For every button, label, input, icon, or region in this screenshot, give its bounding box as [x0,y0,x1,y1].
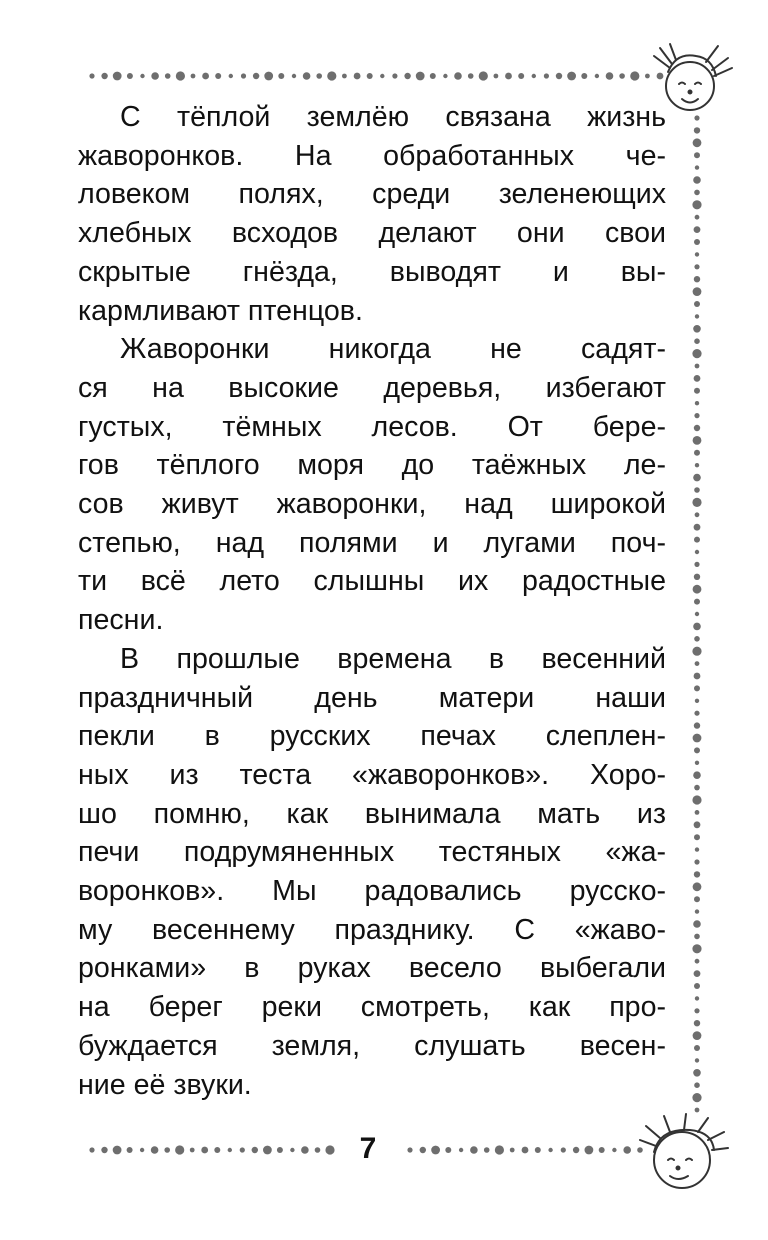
border-dot [606,72,614,80]
border-dot [278,73,284,79]
border-dot [431,1146,440,1155]
border-dot [113,1146,122,1155]
border-dot [695,909,699,913]
border-dot [315,1147,321,1153]
border-dot [277,1147,283,1153]
border-dot [548,1148,552,1152]
text-line: ти всё лето слышны их радостные [78,565,666,598]
border-dot [694,722,700,728]
border-dot [694,934,700,940]
border-dot [692,498,701,507]
border-dot [151,1146,159,1154]
border-dot [619,73,625,79]
border-dot [694,152,700,158]
text-line: ловеком полях, среди зеленеющих [78,178,666,211]
border-dot [581,73,587,79]
border-dot [263,1146,272,1155]
text-line: кармливают птенцов. [78,294,363,327]
border-dot [367,73,373,79]
border-dot [692,647,701,656]
border-dot [164,1147,170,1153]
border-dot [694,537,700,543]
text-line: С тёплой землёю связана жизнь [120,101,666,133]
border-dot [695,699,699,703]
border-dot [694,127,700,133]
text-line: хлебных всходов делают они свои [78,217,666,250]
text-line: ся на высокие деревья, избегают [78,371,666,404]
border-dot [694,413,699,418]
border-dot [567,72,576,81]
border-dot [692,944,701,953]
border-dot [494,74,499,79]
border-dot [694,685,700,691]
paragraph [78,640,666,1104]
border-dot [495,1145,504,1154]
border-dot [695,996,699,1000]
article-text [78,98,666,1104]
border-dot [693,1069,701,1077]
border-dot [695,761,699,765]
text-line: скрытые гнёзда, выводят и вы- [78,255,666,288]
border-dot [694,834,700,840]
border-dot [694,574,700,580]
border-dot [264,72,273,81]
border-dot [522,1147,529,1154]
border-dot [657,73,664,80]
border-dot [694,785,700,791]
border-dot [599,1147,605,1153]
border-dot [342,74,347,79]
border-dot [612,1148,616,1152]
border-dot [201,1147,208,1154]
border-dot [693,436,702,445]
text-line: Жаворонки никогда не садят- [120,333,666,366]
border-dot [459,1148,463,1152]
border-dot [392,73,397,78]
border-dot [695,612,699,616]
border-dot [407,1147,412,1152]
text-line: степью, над полями и лугами поч- [78,526,666,559]
text-line: буждается земля, слушать весен- [78,1029,666,1062]
text-line: шо помню, как вынимала мать из [78,797,666,830]
border-dot [253,73,259,79]
text-line: ронками» в руках весело выбегали [78,952,666,985]
text-line: густых, тёмных лесов. От бере- [78,410,666,443]
border-dot [693,882,702,891]
border-dot [694,264,699,269]
border-dot [694,388,700,394]
border-dot [694,239,700,245]
border-dot [695,847,699,851]
border-dot [214,1147,220,1153]
border-dot [695,165,699,169]
border-dot [694,673,701,680]
border-dot [695,401,699,405]
border-dot [693,585,702,594]
border-dot [694,1082,700,1088]
border-dot [692,795,701,804]
border-dot [151,72,159,80]
border-dot [544,73,549,78]
border-dot [692,1093,701,1102]
border-dot [694,599,700,605]
border-dot [693,734,702,743]
border-dot [89,1147,94,1152]
paragraph [78,98,666,330]
text-line: му весеннему празднику. С «жаво- [78,913,666,946]
border-dot [694,562,699,567]
border-dot [630,71,639,80]
border-dot [693,623,701,631]
border-dot [445,1147,451,1153]
border-dot [380,74,384,78]
border-dot [623,1146,631,1154]
border-dot [693,325,701,333]
border-dot [695,512,700,517]
border-dot [695,1108,700,1113]
border-dot [694,226,701,233]
border-dot [694,859,699,864]
text-line: ных из теста «жаворонков». Хоро- [78,758,666,791]
border-dot [190,1148,195,1153]
border-dot [695,215,700,220]
border-dot [484,1147,490,1153]
text-line: песни. [78,604,164,637]
border-dot [454,72,462,80]
text-line: сов живут жаворонки, над широкой [78,488,666,521]
border-dot [229,74,233,78]
border-dot [443,74,447,78]
border-dot [692,349,701,358]
border-dot [175,1145,184,1154]
border-dot [694,1020,700,1026]
text-line: праздничный день матери наши [78,681,666,714]
border-dot [695,364,700,369]
border-dot [693,287,702,296]
border-dot [191,74,196,79]
border-dot [430,73,436,79]
border-dot [479,71,488,80]
border-dot [695,1058,699,1062]
page-number: 7 [359,1132,377,1165]
border-dot [694,711,699,716]
border-dot [165,73,171,79]
text-line: гов тёплого моря до таёжных ле- [78,449,666,482]
border-dot [693,474,701,482]
border-dot [694,487,700,493]
border-dot [694,896,700,902]
border-dot [228,1148,232,1152]
border-dot [694,375,701,382]
border-dot [694,821,701,828]
border-dot [694,1045,700,1051]
border-dot [316,73,322,79]
border-dot [694,425,700,431]
border-dot [241,73,246,78]
border-dot [694,871,700,877]
border-dot [694,983,700,989]
border-dot [694,747,700,753]
border-dot [695,314,699,318]
border-dot [292,74,296,78]
border-dot [510,1148,515,1153]
border-dot [202,73,209,80]
border-dot [301,1146,309,1154]
text-line: пекли в русских печах слеплен- [78,720,666,753]
border-dot [327,71,336,80]
border-dot [404,73,410,79]
border-dot [695,550,699,554]
text-line: на берег реки смотреть, как про- [78,991,666,1024]
border-dot [89,73,94,78]
border-dot [140,1148,144,1152]
border-dot [693,771,701,779]
border-dot [695,810,700,815]
border-dot [645,74,650,79]
text-line: жаворонков. На обработанных че- [78,139,666,172]
border-dot [694,190,700,196]
border-dot [101,73,107,79]
border-dot [693,176,701,184]
border-dot [637,1147,643,1153]
border-dot [303,72,311,80]
border-dot [692,200,701,209]
border-dot [693,138,702,147]
border-dot [127,1147,133,1153]
border-dot [595,74,599,78]
border-dot [470,1146,478,1154]
border-dot [505,73,512,80]
bottom-left-dotted-border [89,1145,334,1154]
border-dot [695,463,699,467]
border-dot [468,73,474,79]
border-dot [694,301,700,307]
top-dotted-border [89,71,663,80]
text-line: В прошлые времена в весенний [120,642,666,675]
paragraph [78,330,666,640]
border-dot [101,1147,107,1153]
border-dot [127,73,133,79]
border-dot [694,338,700,344]
border-dot [694,115,699,120]
border-dot [573,1147,579,1153]
border-dot [695,252,699,256]
border-dot [556,73,562,79]
border-dot [694,450,700,456]
border-dot [290,1148,294,1152]
border-dot [694,1008,699,1013]
border-dot [693,920,701,928]
border-dot [535,1147,541,1153]
border-dot [561,1147,566,1152]
border-dot [694,970,701,977]
border-dot [140,74,144,78]
border-dot [113,72,122,81]
border-dot [252,1147,258,1153]
border-dot [240,1147,245,1152]
border-dot [694,636,700,642]
border-dot [695,959,700,964]
border-dot [694,276,700,282]
border-dot [416,72,425,81]
border-dot [694,524,701,531]
border-dot [695,661,700,666]
border-dot [420,1147,426,1153]
bottom-right-dotted-border [407,1145,642,1154]
border-dot [354,73,361,80]
border-dot [176,71,185,80]
text-line: печи подрумяненных тестяных «жа- [78,836,666,869]
border-dot [325,1145,334,1154]
border-dot [215,73,221,79]
border-dot [532,74,536,78]
text-line: воронков». Мы радовались русско- [78,875,666,908]
border-dot [693,1031,702,1040]
border-dot [585,1146,594,1155]
border-dot [518,73,524,79]
boy-face-icon [640,1114,728,1188]
right-dotted-border [692,115,701,1112]
text-line: ние её звуки. [78,1068,252,1101]
